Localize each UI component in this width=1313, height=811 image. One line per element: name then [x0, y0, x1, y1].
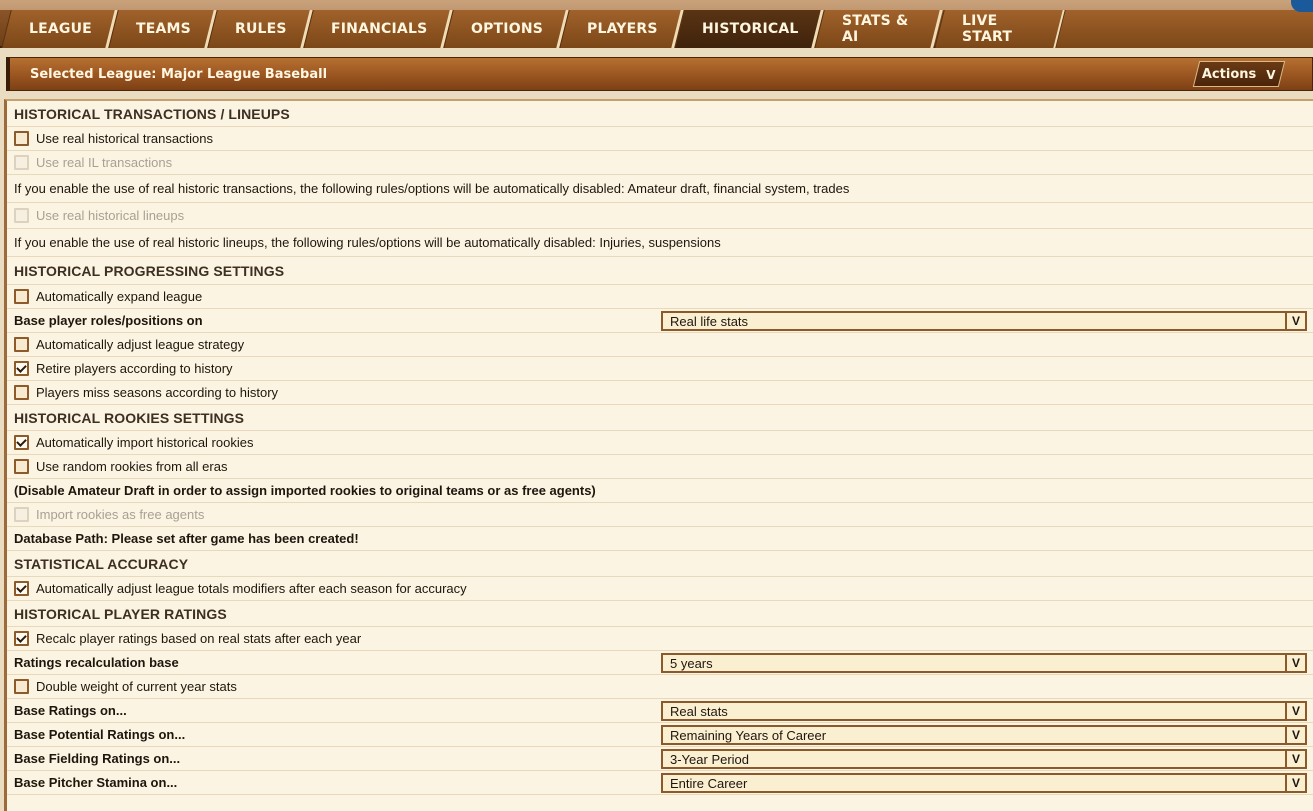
info-note: [7, 175, 1313, 203]
tab-label: FINANCIALS: [330, 21, 428, 37]
setting-row: [7, 723, 1313, 747]
setting-row: [7, 747, 1313, 771]
dropdown-value: 5 years: [670, 655, 713, 671]
recalc-base-dropdown[interactable]: [661, 653, 1307, 673]
option-row[interactable]: [7, 357, 1313, 381]
section-title: HISTORICAL PLAYER RATINGS: [14, 605, 227, 622]
tab-live-start[interactable]: [934, 10, 1065, 48]
setting-label: Base Pitcher Stamina on...: [14, 775, 178, 790]
potential-ratings-dropdown[interactable]: [661, 725, 1307, 745]
tab-label: STATS & AI: [842, 13, 909, 45]
note-text: If you enable the use of real historic transactions, the following rules/options will be automatically disabled: Amateur draft, financial system, trades: [14, 181, 850, 196]
info-note: [7, 229, 1313, 257]
option-row[interactable]: [7, 381, 1313, 405]
checkbox-retire-players[interactable]: [14, 361, 29, 376]
setting-row: [7, 771, 1313, 795]
section-title: HISTORICAL ROOKIES SETTINGS: [14, 409, 245, 426]
note-text: (Disable Amateur Draft in order to assign imported rookies to original teams or as free agents): [14, 483, 596, 498]
actions-label: Actions: [1202, 66, 1257, 82]
section-title: HISTORICAL PROGRESSING SETTINGS: [14, 262, 285, 279]
chevron-down-icon[interactable]: V: [1285, 701, 1307, 721]
tab-label: TEAMS: [135, 21, 191, 37]
option-row: [7, 503, 1313, 527]
setting-row: [7, 699, 1313, 723]
stamina-dropdown[interactable]: [661, 773, 1307, 793]
roles-dropdown[interactable]: [661, 311, 1307, 331]
option-row[interactable]: [7, 431, 1313, 455]
fielding-ratings-dropdown[interactable]: [661, 749, 1307, 769]
dropdown-value: Real life stats: [670, 313, 749, 329]
tab-league[interactable]: [1, 10, 117, 48]
tab-label: LIVE START: [961, 13, 1012, 45]
tab-label: LEAGUE: [29, 21, 92, 37]
section-title: HISTORICAL TRANSACTIONS / LINEUPS: [14, 105, 290, 122]
setting-row: [7, 309, 1313, 333]
note-text: If you enable the use of real historic lineups, the following rules/options will be automatically disabled: Injuries, suspensions: [14, 235, 721, 250]
section-header: [7, 257, 1313, 285]
option-label: Retire players according to history: [36, 361, 233, 376]
option-label: Double weight of current year stats: [36, 679, 237, 694]
option-label: Use real historical lineups: [36, 208, 185, 223]
tab-options[interactable]: [443, 10, 569, 48]
option-label: Automatically adjust league strategy: [36, 337, 245, 352]
option-row[interactable]: [7, 127, 1313, 151]
option-row[interactable]: [7, 627, 1313, 651]
chevron-down-icon: V: [1266, 67, 1276, 81]
chevron-down-icon[interactable]: V: [1285, 653, 1307, 673]
tab-label: HISTORICAL: [701, 21, 799, 37]
dropdown-value: Entire Career: [670, 775, 748, 791]
tab-stats-ai[interactable]: [814, 10, 943, 48]
tab-historical[interactable]: [674, 10, 824, 48]
checkbox-adjust-totals[interactable]: [14, 581, 29, 596]
option-label: Automatically adjust league totals modifiers after each season for accuracy: [36, 581, 467, 596]
actions-button[interactable]: [1193, 61, 1285, 87]
option-row[interactable]: [7, 455, 1313, 479]
base-ratings-dropdown[interactable]: [661, 701, 1307, 721]
setting-label: Base Fielding Ratings on...: [14, 751, 181, 766]
chevron-down-icon[interactable]: V: [1285, 773, 1307, 793]
setting-label: Ratings recalculation base: [14, 655, 179, 670]
option-label: Recalc player ratings based on real stats after each year: [36, 631, 362, 646]
option-label: Automatically import historical rookies: [36, 435, 254, 450]
option-row: [7, 203, 1313, 229]
tab-teams[interactable]: [108, 10, 216, 48]
selected-league-label: Selected League: Major League Baseball: [30, 67, 328, 82]
info-note: [7, 479, 1313, 503]
tab-players[interactable]: [559, 10, 683, 48]
tab-bar-filler: [1055, 10, 1313, 48]
option-row[interactable]: [7, 333, 1313, 357]
tab-label: PLAYERS: [587, 21, 658, 37]
dropdown-value: Real stats: [670, 703, 728, 719]
dropdown-value: 3-Year Period: [670, 751, 750, 767]
option-label: Import rookies as free agents: [36, 507, 205, 522]
checkbox-expand-league[interactable]: [14, 289, 29, 304]
tab-rules[interactable]: [207, 10, 312, 48]
section-header: [7, 601, 1313, 627]
setting-label: Base player roles/positions on: [14, 313, 203, 328]
checkbox-double-weight[interactable]: [14, 679, 29, 694]
historical-settings-panel: [4, 99, 1313, 811]
tab-financials[interactable]: [303, 10, 453, 48]
corner-decoration: [1291, 0, 1313, 12]
checkbox-miss-seasons[interactable]: [14, 385, 29, 400]
option-row: [7, 151, 1313, 175]
tab-label: OPTIONS: [471, 21, 544, 37]
option-row[interactable]: [7, 577, 1313, 601]
section-header: [7, 101, 1313, 127]
checkbox-real-il: [14, 155, 29, 170]
option-row[interactable]: [7, 675, 1313, 699]
option-row[interactable]: [7, 285, 1313, 309]
top-navigation: [0, 0, 1313, 48]
checkbox-random-rookies[interactable]: [14, 459, 29, 474]
checkbox-free-agents: [14, 507, 29, 522]
chevron-down-icon[interactable]: V: [1285, 311, 1307, 331]
section-header: [7, 551, 1313, 577]
option-label: Use random rookies from all eras: [36, 459, 228, 474]
tab-label: RULES: [234, 21, 287, 37]
checkbox-adjust-strategy[interactable]: [14, 337, 29, 352]
chevron-down-icon[interactable]: V: [1285, 725, 1307, 745]
setting-row: [7, 651, 1313, 675]
option-label: Use real historical transactions: [36, 131, 214, 146]
section-header: [7, 405, 1313, 431]
section-title: STATISTICAL ACCURACY: [14, 555, 189, 572]
checkbox-recalc-ratings[interactable]: [14, 631, 29, 646]
selected-league-bar: [6, 57, 1313, 91]
setting-label: Base Potential Ratings on...: [14, 727, 186, 742]
database-path-text: Database Path: Please set after game has been created!: [14, 531, 359, 546]
database-path: [7, 527, 1313, 551]
checkbox-real-transactions[interactable]: [14, 131, 29, 146]
option-label: Automatically expand league: [36, 289, 203, 304]
checkbox-real-lineups: [14, 208, 29, 223]
checkbox-import-rookies[interactable]: [14, 435, 29, 450]
setting-label: Base Ratings on...: [14, 703, 127, 718]
option-label: Use real IL transactions: [36, 155, 173, 170]
option-label: Players miss seasons according to history: [36, 385, 279, 400]
dropdown-value: Remaining Years of Career: [670, 727, 827, 743]
tab-list: [6, 10, 1313, 48]
chevron-down-icon[interactable]: V: [1285, 749, 1307, 769]
